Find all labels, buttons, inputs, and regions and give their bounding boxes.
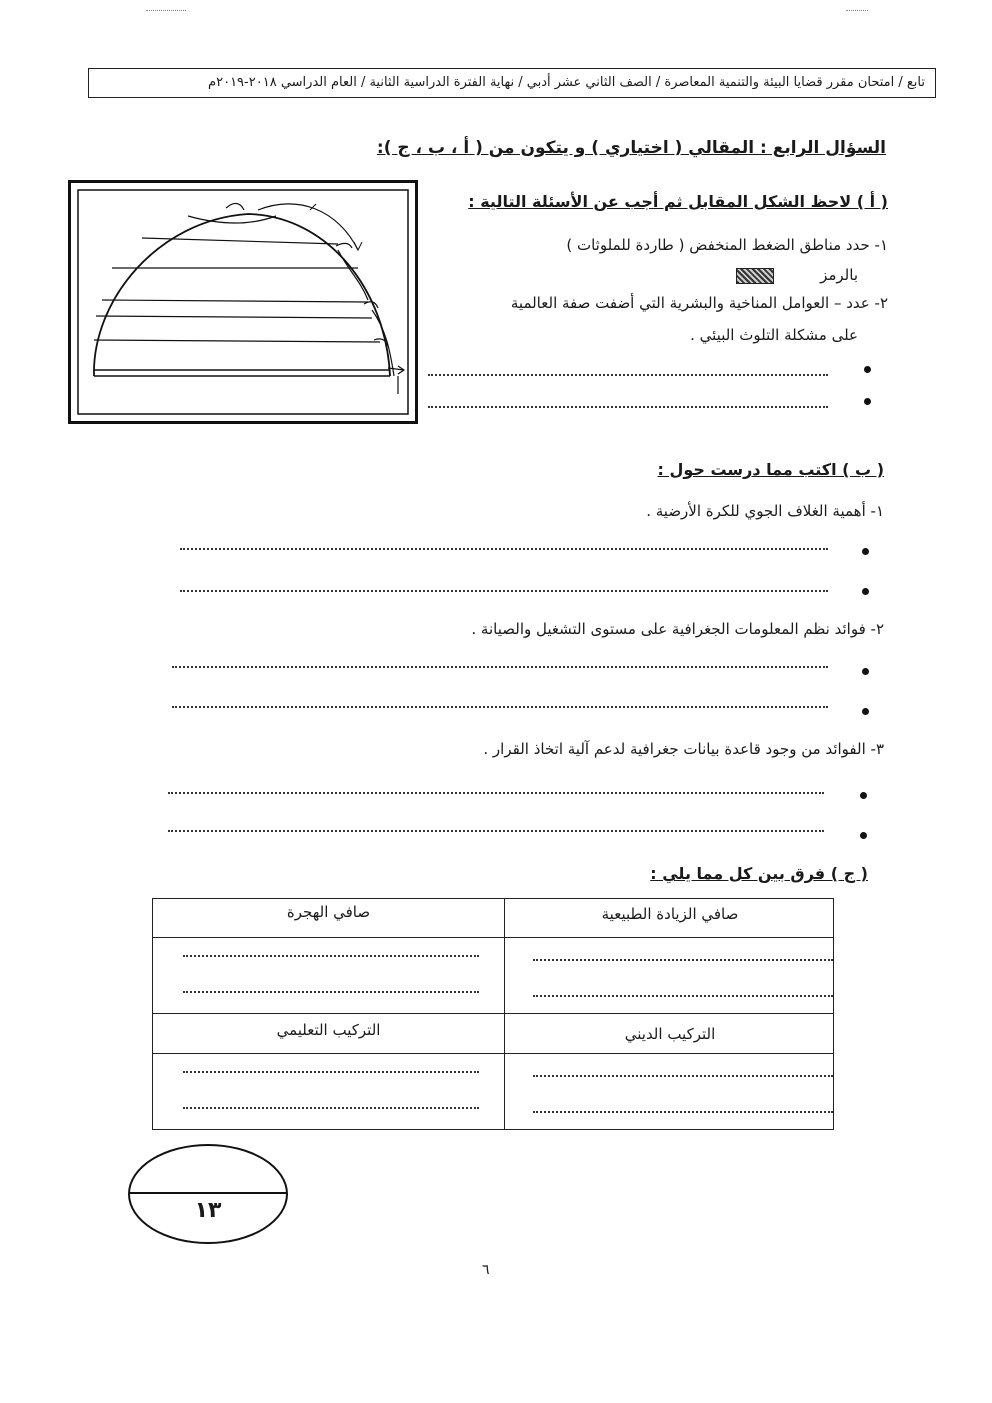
- pattern-symbol-icon: [736, 268, 774, 284]
- answer-line[interactable]: [168, 830, 824, 832]
- exam-header: تابع / امتحان مقرر قضايا البيئة والتنمية المعاصرة / الصف الثاني عشر أدبي / نهاية الفترة الدراسية الثانية / العام الدراسي ٢٠١٨-٢٠١٩م: [88, 68, 936, 98]
- comparison-table: [152, 898, 834, 1130]
- atmosphere-diagram: [68, 180, 418, 424]
- answer-line[interactable]: [533, 1075, 833, 1077]
- answer-line[interactable]: [168, 792, 824, 794]
- table-header-natural-increase: صافي الزيادة الطبيعية: [601, 905, 739, 923]
- part-b-item-3: ٣- الفوائد من وجود قاعدة بيانات جغرافية لدعم آلية اتخاذ القرار .: [483, 740, 884, 758]
- question-title: السؤال الرابع : المقالي ( اختياري ) و يتكون من ( أ ، ب ، ج ):: [376, 138, 886, 158]
- bullet-icon: [862, 708, 869, 715]
- atmosphere-diagram-svg: [68, 180, 418, 424]
- answer-line[interactable]: [533, 959, 833, 961]
- answer-line[interactable]: [172, 666, 828, 668]
- scan-mark: [146, 10, 186, 11]
- part-b-item-2: ٢- فوائد نظم المعلومات الجغرافية على مستوى التشغيل والصيانة .: [471, 620, 884, 638]
- answer-line[interactable]: [180, 590, 828, 592]
- answer-line[interactable]: [180, 548, 828, 550]
- answer-line[interactable]: [533, 1111, 833, 1113]
- part-b-heading: ( ب ) اكتب مما درست حول :: [657, 460, 884, 479]
- bullet-icon: [862, 668, 869, 675]
- part-a-question-1-symbol-label: بالرمز: [820, 266, 858, 284]
- answer-line[interactable]: [183, 955, 479, 957]
- bullet-icon: [860, 792, 867, 799]
- part-b-item-1: ١- أهمية الغلاف الجوي للكرة الأرضية .: [646, 502, 884, 520]
- part-c-heading: ( ج ) فرق بين كل مما يلي :: [650, 864, 868, 883]
- answer-line[interactable]: [428, 374, 828, 376]
- bullet-icon: [860, 832, 867, 839]
- score-circle: [128, 1144, 288, 1244]
- score-value: ١٣: [194, 1198, 222, 1223]
- scan-mark: [846, 10, 868, 11]
- answer-line[interactable]: [183, 991, 479, 993]
- bullet-icon: [864, 398, 871, 405]
- page-number: ٦: [482, 1262, 490, 1278]
- bullet-icon: [862, 588, 869, 595]
- table-header-net-migration: صافي الهجرة: [286, 903, 371, 921]
- part-a-question-2: ٢- عدد – العوامل المناخية والبشرية التي أضفت صفة العالمية: [510, 294, 888, 312]
- part-a-heading: ( أ ) لاحظ الشكل المقابل ثم أجب عن الأسئلة التالية :: [468, 192, 888, 211]
- answer-line[interactable]: [172, 706, 828, 708]
- part-a-question-1: ١- حدد مناطق الضغط المنخفض ( طاردة للملوثات ): [566, 236, 888, 254]
- part-a-question-2-cont: على مشكلة التلوث البيئي .: [690, 326, 858, 344]
- bullet-icon: [862, 548, 869, 555]
- answer-line[interactable]: [183, 1107, 479, 1109]
- answer-line[interactable]: [533, 995, 833, 997]
- bullet-icon: [864, 366, 871, 373]
- answer-line[interactable]: [183, 1071, 479, 1073]
- table-header-educational-structure: التركيب التعليمي: [276, 1021, 381, 1039]
- table-header-religious-structure: التركيب الديني: [624, 1025, 716, 1043]
- answer-line[interactable]: [428, 406, 828, 408]
